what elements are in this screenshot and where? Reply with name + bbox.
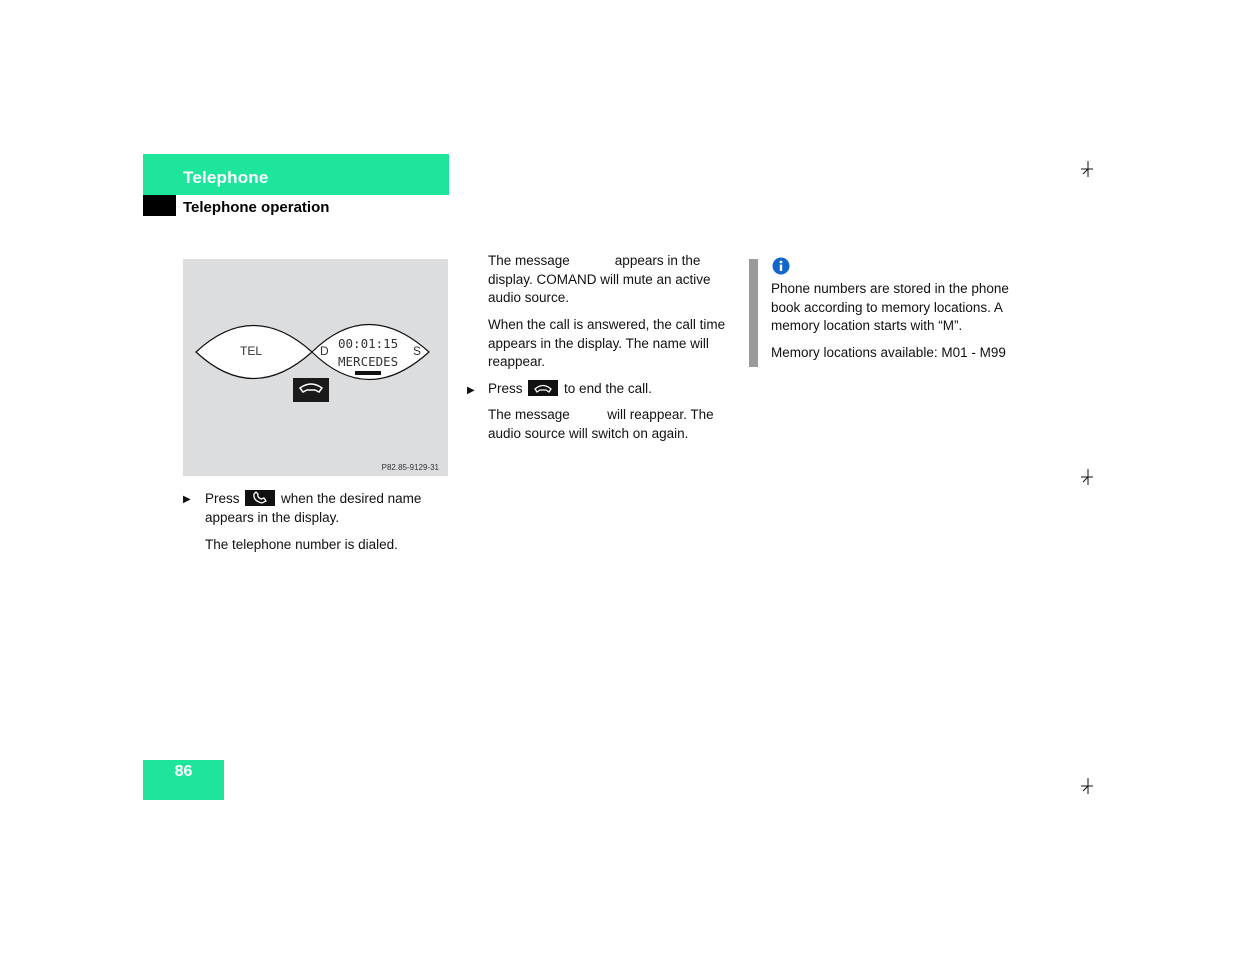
info-paragraph-1: Phone numbers are stored in the phone book according to memory locations. A memory location starts with “M”. xyxy=(771,281,1009,333)
crop-mark xyxy=(1080,468,1094,486)
step-arrow: ▶ xyxy=(467,385,475,396)
figure-code: P82.85-9129-31 xyxy=(381,463,439,472)
step-dial-result: The telephone number is dialed. xyxy=(205,537,398,552)
message-paragraph-2: The message will reappear. The audio source will switch on again. xyxy=(488,407,718,441)
step-end-call xyxy=(488,380,733,399)
display-label-d: D xyxy=(320,344,329,358)
section-title: Telephone operation xyxy=(183,199,330,216)
crop-mark xyxy=(1080,777,1094,795)
page-number: 86 xyxy=(174,763,193,780)
display-illustration xyxy=(183,259,448,476)
end-call-key-icon xyxy=(528,380,558,396)
display-label-tel: TEL xyxy=(240,344,263,358)
step-dial-text: when the desired name appears in the display. xyxy=(205,491,422,525)
info-icon xyxy=(772,257,790,275)
call-answered-paragraph: When the call is answered, the call time appears in the display. The name will reappear. xyxy=(488,317,726,369)
step-press-label: Press xyxy=(205,491,240,506)
display-label-s: S xyxy=(413,344,422,358)
chapter-title: Telephone xyxy=(183,168,269,187)
step-arrow: ▶ xyxy=(183,494,191,505)
info-bar xyxy=(749,259,758,367)
display-name: MERCEDES xyxy=(338,354,399,369)
display-drawing xyxy=(183,259,448,476)
crop-mark xyxy=(1080,160,1094,178)
message-paragraph-1: The message appears in the display. COMAND will mute an active audio source. xyxy=(488,253,715,305)
step-dial xyxy=(205,490,445,527)
step-end-call-text: to end the call. xyxy=(564,381,652,396)
send-call-key-icon xyxy=(245,490,275,506)
display-call-time: 00:01:15 xyxy=(338,336,399,351)
info-paragraph-2: Memory locations available: M01 - M99 xyxy=(771,345,1006,360)
step-press-label: Press xyxy=(488,381,523,396)
section-marker xyxy=(143,195,176,216)
